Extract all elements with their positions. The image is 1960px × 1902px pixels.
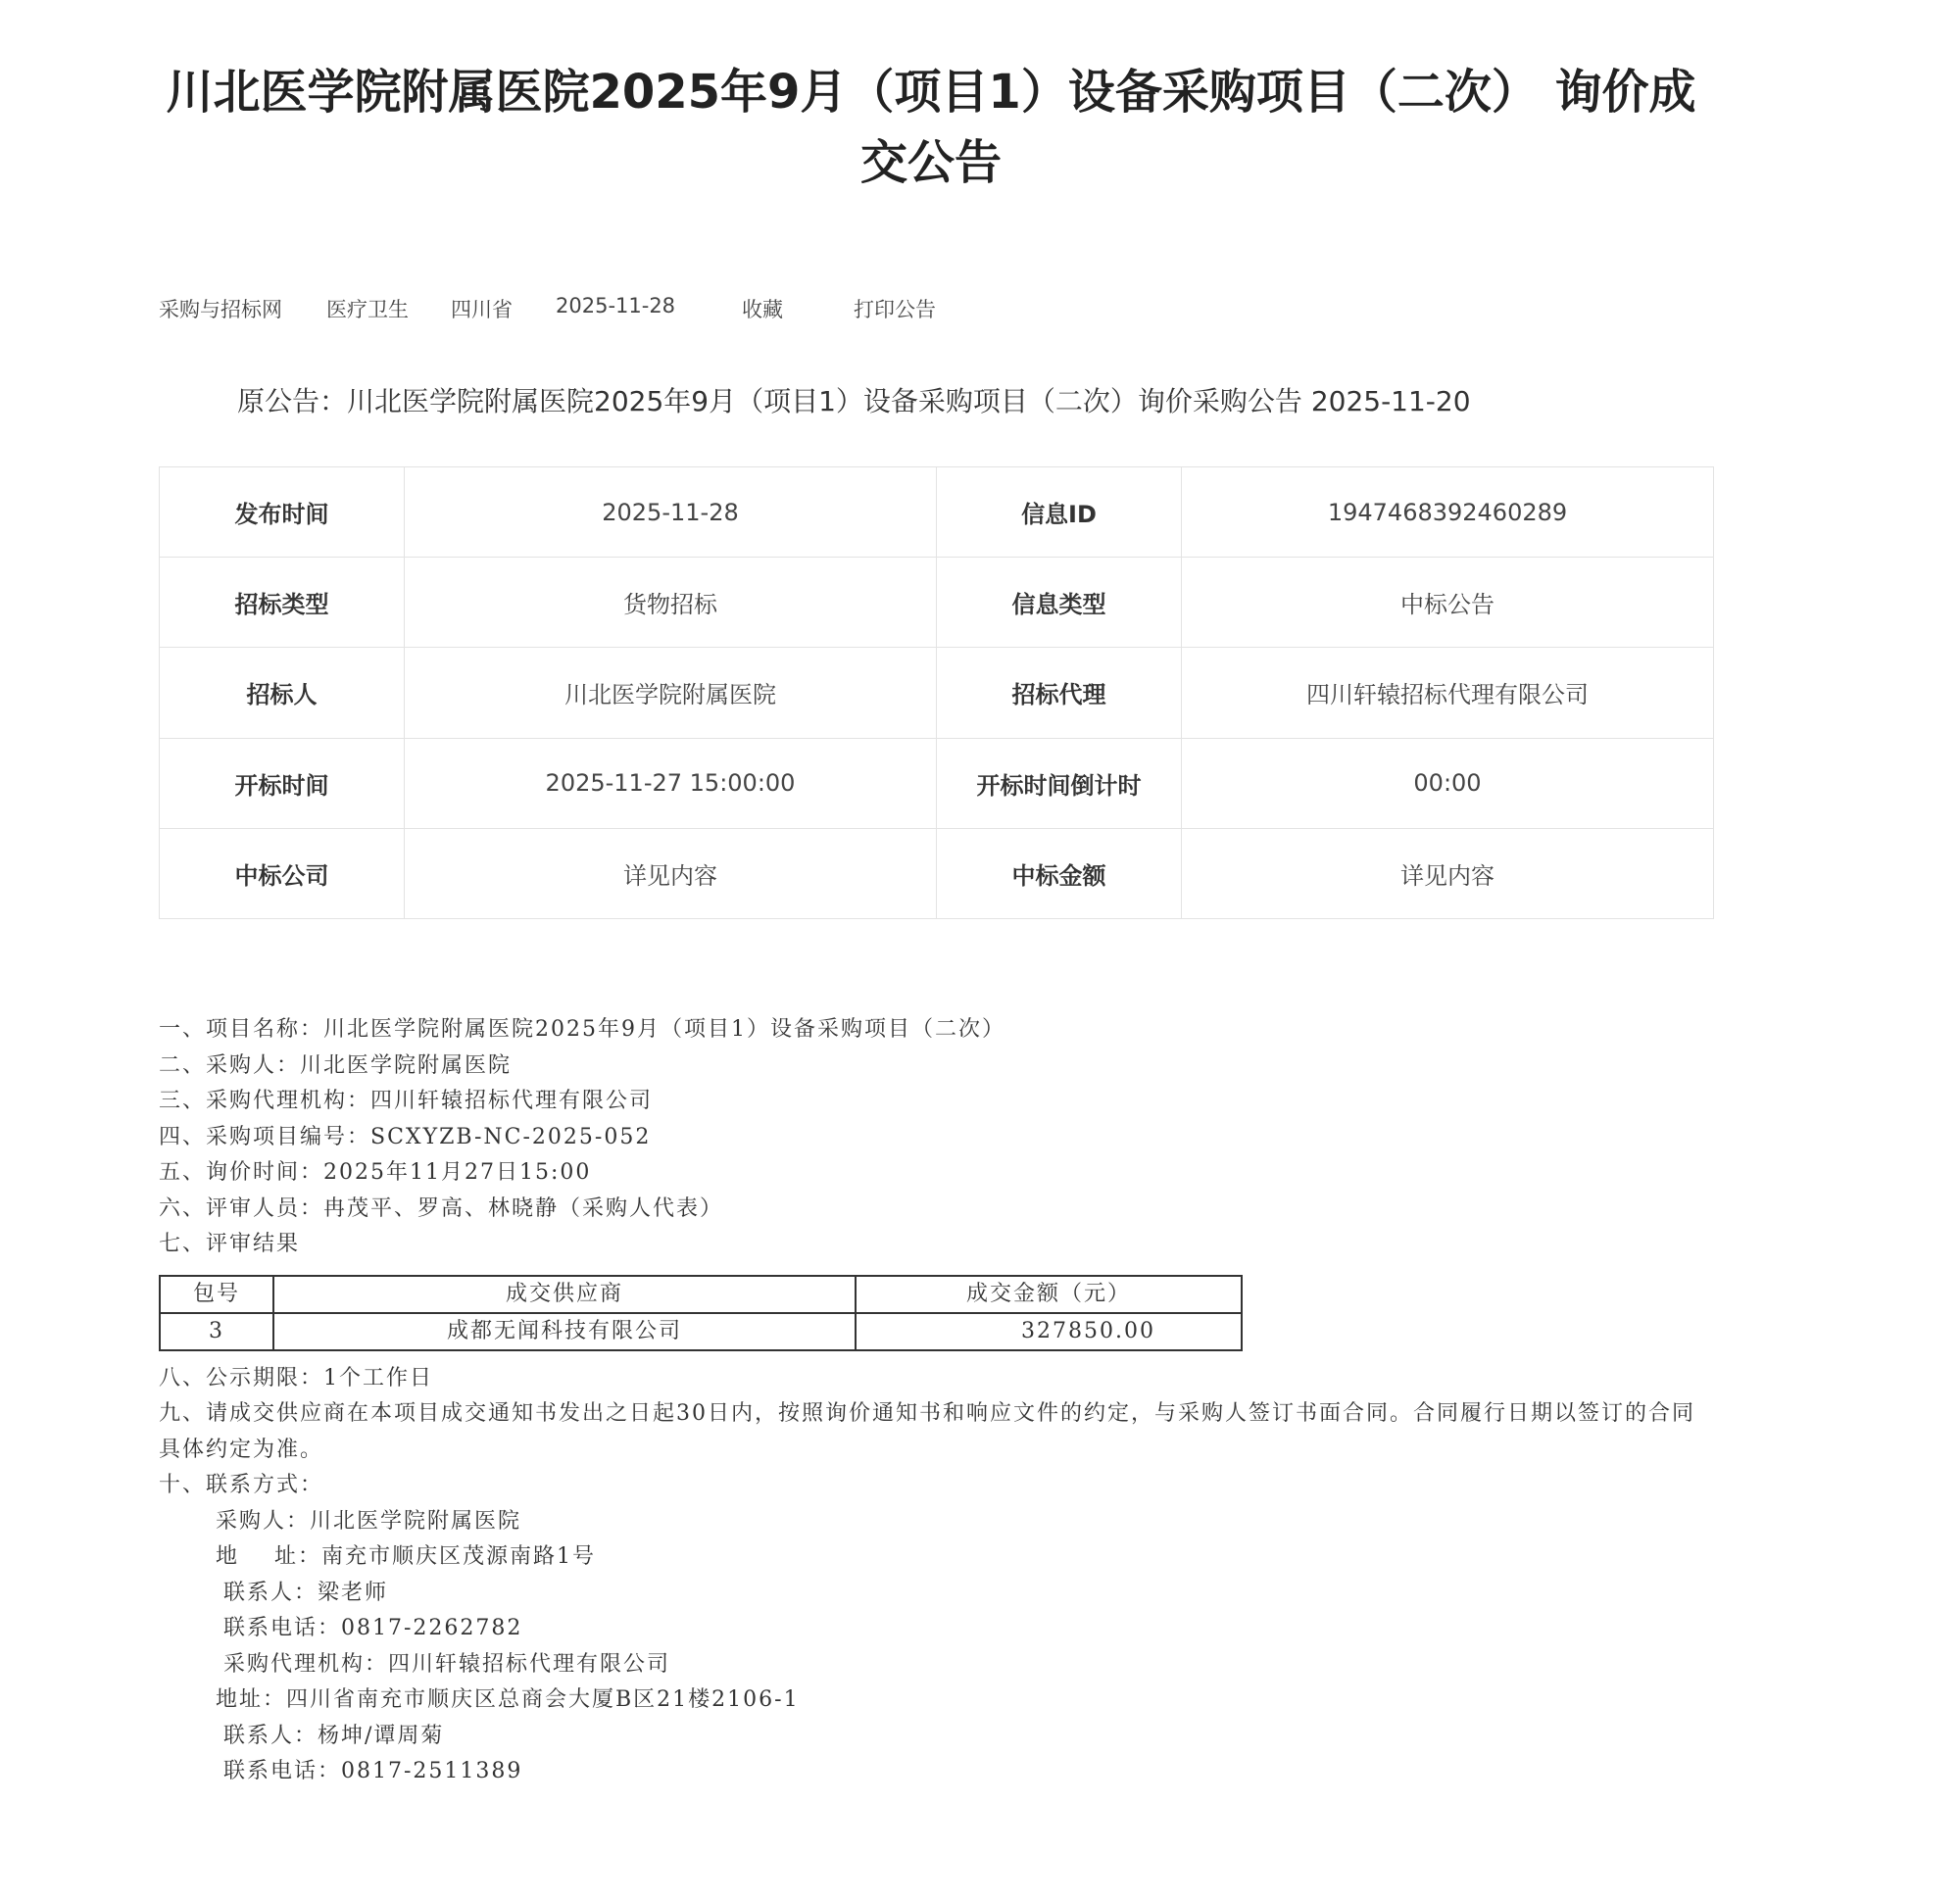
result-header-amount: 成交金额（元）: [856, 1276, 1242, 1313]
tenderer-value: 川北医学院附属医院: [405, 648, 937, 738]
info-type-value: 中标公告: [1182, 558, 1714, 648]
contact-buyer-phone: 联系电话：0817-2262782: [223, 1616, 523, 1640]
print-button[interactable]: 打印公告: [854, 298, 936, 321]
notice-content: [159, 1012, 1727, 1790]
info-row: [160, 828, 1714, 918]
info-table: [159, 466, 1714, 919]
contact-agent: 采购代理机构：四川轩辕招标代理有限公司: [223, 1651, 671, 1677]
content-line-project-number: 四、采购项目编号：SCXYZB-NC-2025-052: [159, 1124, 652, 1149]
content-line-agency: 三、采购代理机构：四川轩辕招标代理有限公司: [159, 1089, 654, 1113]
original-notice-link[interactable]: 川北医学院附属医院2025年9月（项目1）设备采购项目（二次）询价采购公告: [347, 385, 1302, 417]
info-row: [160, 648, 1714, 738]
agent-value: 四川轩辕招标代理有限公司: [1182, 648, 1714, 738]
contact-agent-phone: 联系电话：0817-2511389: [223, 1759, 523, 1783]
original-notice-prefix: 原公告：: [237, 385, 348, 417]
publish-time-label: 发布时间: [160, 467, 405, 558]
original-notice-date: 2025-11-20: [1310, 385, 1471, 417]
contact-agent-address: 地址：四川省南充市顺庆区总商会大厦B区21楼2106-1: [216, 1687, 800, 1712]
result-header-package: 包号: [160, 1276, 273, 1313]
result-table: [159, 1275, 1243, 1351]
open-time-value: 2025-11-27 15:00:00: [405, 738, 937, 828]
result-amount: 327850.00: [856, 1313, 1242, 1350]
amount-label: 中标金额: [937, 828, 1182, 918]
result-supplier: 成都无闻科技有限公司: [273, 1313, 856, 1350]
content-line-publicity: 八、公示期限：1个工作日: [159, 1365, 433, 1390]
industry-link[interactable]: 医疗卫生: [326, 298, 409, 321]
info-row: [160, 738, 1714, 828]
bid-type-label: 招标类型: [160, 558, 405, 648]
open-time-label: 开标时间: [160, 738, 405, 828]
page-title: 川北医学院附属医院2025年9月（项目1）设备采购项目（二次） 询价成交公告: [166, 65, 1696, 190]
agent-label: 招标代理: [937, 648, 1182, 738]
countdown-value: 00:00: [1182, 738, 1714, 828]
source-link[interactable]: 采购与招标网: [159, 298, 282, 321]
result-header-supplier: 成交供应商: [273, 1276, 856, 1313]
tenderer-label: 招标人: [160, 648, 405, 738]
content-line-result-heading: 七、评审结果: [159, 1232, 301, 1256]
info-row: [160, 558, 1714, 648]
contact-buyer-address: 地 址：南充市顺庆区茂源南路1号: [216, 1544, 596, 1569]
original-notice: [237, 380, 1471, 419]
info-id-value: 1947468392460289: [1182, 467, 1714, 558]
contact-agent-person: 联系人：杨坤/谭周菊: [223, 1723, 445, 1748]
winner-label: 中标公司: [160, 828, 405, 918]
content-line-contract: 九、请成交供应商在本项目成交通知书发出之日起30日内，按照询价通知书和响应文件的约定，与采购人签订书面合同。合同履行日期以签订的合同具体约定为准。: [159, 1401, 1695, 1462]
contact-buyer-person: 联系人：梁老师: [223, 1580, 389, 1605]
content-line-inquiry-time: 五、询价时间：2025年11月27日15:00: [159, 1160, 592, 1185]
table-row: [160, 1313, 1242, 1350]
info-id-label: 信息ID: [937, 467, 1182, 558]
region-link[interactable]: 四川省: [451, 298, 513, 321]
contact-buyer: 采购人：川北医学院附属医院: [216, 1508, 522, 1534]
bid-type-value: 货物招标: [405, 558, 937, 648]
content-line-contact-heading: 十、联系方式：: [159, 1473, 324, 1497]
info-row: [160, 467, 1714, 558]
amount-value: 详见内容: [1182, 828, 1714, 918]
publish-time-value: 2025-11-28: [405, 467, 937, 558]
content-line-project-name: 一、项目名称：川北医学院附属医院2025年9月（项目1）设备采购项目（二次）: [159, 1017, 1005, 1042]
info-type-label: 信息类型: [937, 558, 1182, 648]
countdown-label: 开标时间倒计时: [937, 738, 1182, 828]
publish-date: 2025-11-28: [556, 294, 676, 317]
content-line-buyer: 二、采购人：川北医学院附属医院: [159, 1052, 513, 1078]
winner-value: 详见内容: [405, 828, 937, 918]
result-package: 3: [160, 1313, 273, 1350]
result-header-row: [160, 1276, 1242, 1313]
content-line-reviewers: 六、评审人员：冉茂平、罗高、林晓静（采购人代表）: [159, 1195, 724, 1221]
favorite-button[interactable]: 收藏: [742, 298, 783, 321]
